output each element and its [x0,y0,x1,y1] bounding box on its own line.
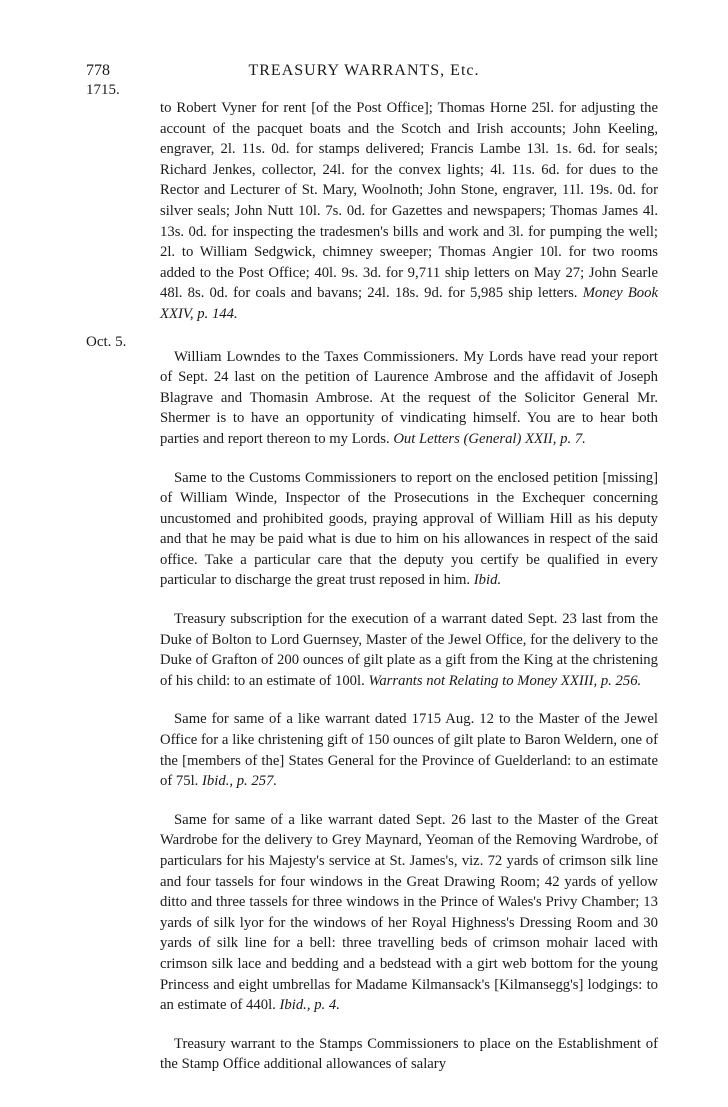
paragraph [160,709,658,791]
running-title: TREASURY WARRANTS, Etc. [248,62,480,79]
paragraph-text: Same for same of a like warrant dated 1715 Aug. 12 to the Master of the Jewel Office for a like christening gift of 150 ounces of gilt plate to Baron Weldern, one of the [members of the] States General for the Province of Guelderland: to an estimate of 75l. [160,711,658,790]
paragraph [160,468,658,592]
paragraph [160,609,658,691]
paragraph-text: William Lowndes to the Taxes Commissioners. My Lords have read your report of Sept. 24 last on the petition of Laurence Ambrose and the affidavit of Joseph Blagrave and Thomasin Ambrose. At the request of the Solicitor General Mr. Shermer is to have an opportunity of vindicating himself. You are to hear both parties and report thereon to my Lords. [160,348,658,447]
page-header [86,62,642,84]
paragraph-reference: Money Book XXIV, p. 144. [160,285,659,322]
margin-date: Oct. 5. [86,334,127,350]
paragraph-reference: Warrants not Relating to Money XXIII, p. 256. [368,672,642,689]
paragraph-reference: Ibid., p. 257. [202,773,278,790]
paragraph-text: Treasury warrant to the Stamps Commissioners to place on the Establishment of the Stamp Office additional allowances of salary [160,1035,658,1073]
paragraph-text: to Robert Vyner for rent [of the Post Office]; Thomas Horne 25l. for adjusting the account of the pacquet boats and the Scotch and Irish accounts; John Keeling, engraver, 2l. 11s. 0d. for stamps delivered; Francis Lambe 13l. 1s. 6d. for seals; Richard Jenkes, collector, 24l. for the convex lights; 4l. 11s. 6d. for dues to the Rector and Lecturer of St. Mary, Woolnoth; John Stone, engraver, 11l. 19s. 0d. for silver seals; John Nutt 10l. 7s. 0d. for Gazettes and newspapers; Thomas James 4l. 13s. 0d. for inspecting the tradesmen's bills and work and 3l. for pumping the well; 2l. to William Sedgwick, chimney sweeper; Thomas Angier 10l. for two rooms added to the Post Office; 40l. 9s. 3d. for 9,711 ship letters on May 27; John Searle 48l. 8s. 0d. for coals and bavans; 24l. 18s. 9d. for 5,985 ship letters. [160,100,658,302]
paragraph-reference: Out Letters (General) XXII, p. 7. [393,430,586,447]
paragraph-text: Same to the Customs Commissioners to report on the enclosed petition [missing] of William Winde, Inspector of the Prosecutions in the Exchequer concerning uncustomed and prohibited goods, praying approval of William Hill as his deputy and that he may be paid what is due to him on his allowances in respect of the said office. Take a particular care that the deputy you certify be qualified in every particular to discharge the great trust reposed in him. [160,469,658,589]
paragraph-reference: Ibid., p. 4. [279,997,340,1014]
paragraph [160,810,658,1016]
document-body [160,98,658,1093]
paragraph [160,98,658,325]
paragraph-text: Same for same of a like warrant dated Sept. 26 last to the Master of the Great Wardrobe for the delivery to Grey Maynard, Yeoman of the Removing Wardrobe, of particulars for his Majesty's service at St. James's, viz. 72 yards of crimson silk line and four tassels for four windows in the Great Drawing Room; 42 yards of yellow ditto and three tassels for three windows in the Prince of Wales's Privy Chamber; 13 yards of silk lyor for the windows of her Royal Highness's Dressing Room and 30 yards of silk line for a bell: three travelling beds of crimson mohair laced with crimson silk lace and bedding and a bedstead with a girt web bottom for the young Princess and eight umbrellas for Madame Kilmansack's [Kilmansegg's] lodgings: to an estimate of 440l. [160,811,658,1014]
paragraph-text: Treasury subscription for the execution of a warrant dated Sept. 23 last from the Duke of Bolton to Lord Guernsey, Master of the Jewel Office, for the delivery to the Duke of Grafton of 200 ounces of gilt plate as a gift from the King at the christening of his child: to an estimate of 100l. [160,611,658,689]
paragraph-reference: Ibid. [473,572,502,589]
paragraph [160,347,658,450]
page-number: 778 [86,62,110,79]
margin-year: 1715. [86,82,120,98]
paragraph [160,1034,658,1075]
